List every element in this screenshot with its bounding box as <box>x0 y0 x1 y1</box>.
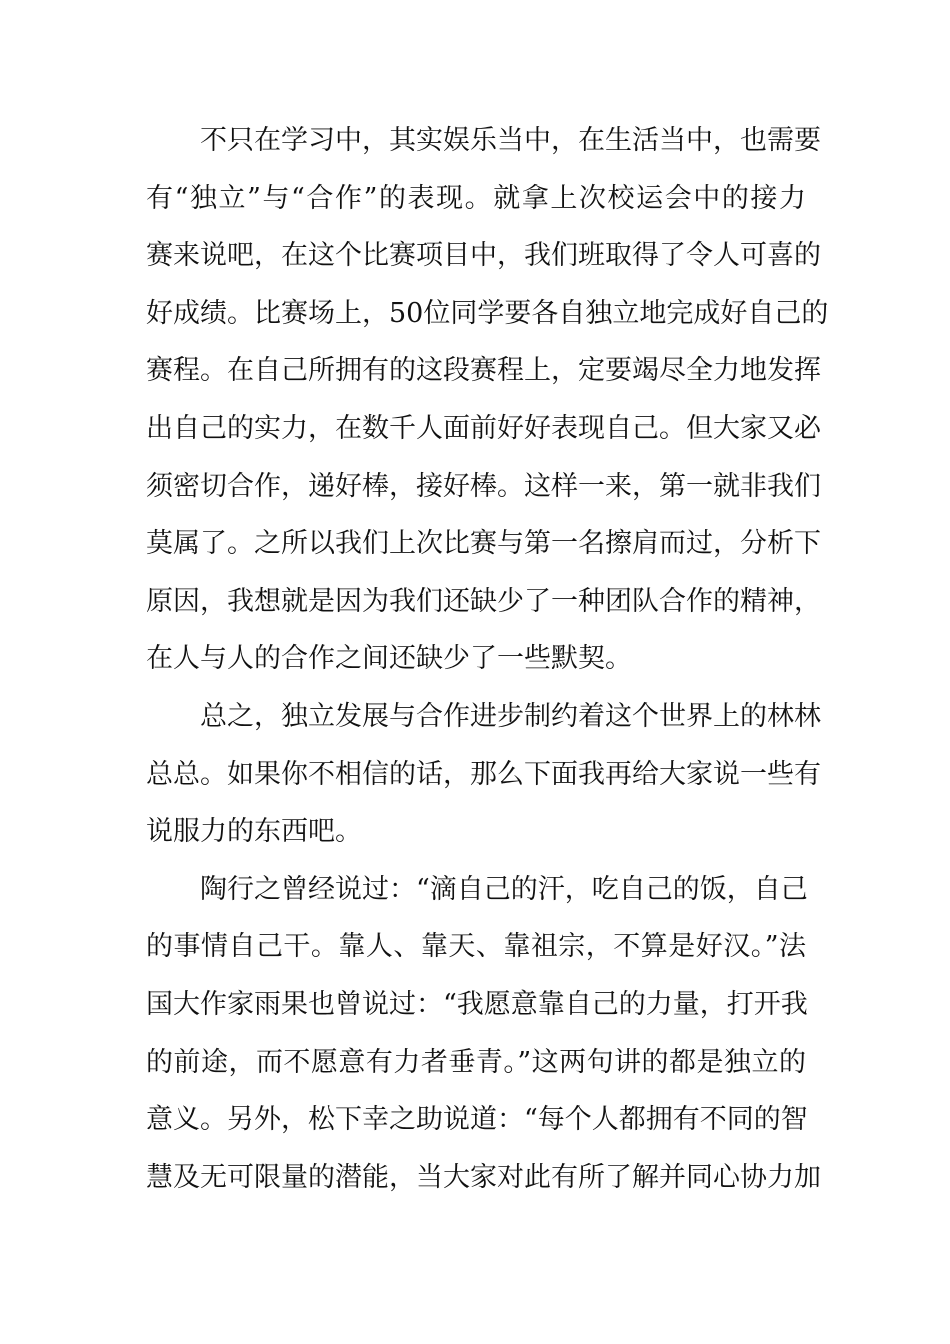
text-line: 莫属了。之所以我们上次比赛与第一名擦肩而过，分析下 <box>146 528 821 560</box>
text-line: 陶行之曾经说过：“滴自己的汗，吃自己的饭，自己 <box>200 873 808 905</box>
text-line: 总之，独立发展与合作进步制约着这个世界上的林林 <box>200 700 821 732</box>
text-line: 慧及无可限量的潜能，当大家对此有所了解并同心协力加 <box>146 1161 821 1193</box>
paragraph-relay-race <box>146 112 829 688</box>
text-line: 意义。另外，松下幸之助说道：“每个人都拥有不同的智 <box>146 1104 808 1136</box>
text-line: 赛来说吧，在这个比赛项目中，我们班取得了令人可喜的 <box>146 240 821 272</box>
text-line: 总总。如果你不相信的话，那么下面我再给大家说一些有 <box>146 758 821 790</box>
paragraph-quotes <box>146 861 821 1207</box>
text-line: 好成绩。比赛场上，50位同学要各自独立地完成好自己的 <box>146 297 829 329</box>
text-line: 有“独立”与“合作”的表现。就拿上次校运会中的接力 <box>146 182 806 214</box>
text-line: 出自己的实力，在数千人面前好好表现自己。但大家又必 <box>146 412 821 444</box>
text-line: 须密切合作，递好棒，接好棒。这样一来，第一就非我们 <box>146 470 821 502</box>
text-line: 的前途，而不愿意有力者垂青。”这两句讲的都是独立的 <box>146 1046 806 1078</box>
body-text <box>146 112 829 1206</box>
text-line: 说服力的东西吧。 <box>146 816 362 848</box>
text-line: 的事情自己干。靠人、靠天、靠祖宗，不算是好汉。”法 <box>146 931 806 963</box>
text-line: 不只在学习中，其实娱乐当中，在生活当中，也需要 <box>200 125 821 156</box>
text-line: 赛程。在自己所拥有的这段赛程上，定要竭尽全力地发挥 <box>146 355 821 387</box>
paragraph-summary <box>146 688 821 861</box>
text-line: 在人与人的合作之间还缺少了一些默契。 <box>146 643 632 675</box>
text-line: 原因，我想就是因为我们还缺少了一种团队合作的精神， <box>146 585 821 617</box>
text-line: 国大作家雨果也曾说过：“我愿意靠自己的力量，打开我 <box>146 988 808 1020</box>
